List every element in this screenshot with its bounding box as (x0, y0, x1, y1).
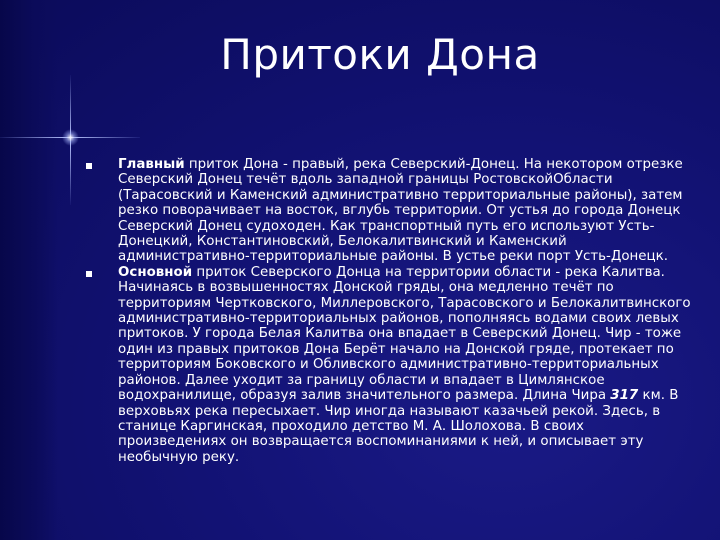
bullet-1-lead: Главный (118, 157, 185, 172)
square-bullet-icon (86, 271, 92, 277)
slide-title: Притоки Дона (220, 30, 540, 79)
square-bullet-icon (86, 163, 92, 169)
sparkle-icon (62, 129, 79, 146)
left-decor-band (0, 0, 58, 540)
chir-length-number: 317 (610, 388, 639, 404)
bullet-2-text-after: км. В верховьях река пересыхает. Чир иногда называют казачьей рекой. Здесь, в станице Каргинская, проходило детство М. А. Шолохова. В своих произведениях он возвращается воспоминаниями к ней, и описывает эту необычную реку. (118, 388, 679, 465)
bullet-item-2 (86, 265, 696, 465)
bullet-2-text-before: приток Северского Донца на территории области - река Калитва. Начинаясь в возвышенностях Донской гряды, она медленно течёт по территориям Чертковского, Миллеровского, Тарасовского и Белокалитвинского административно-территориальных районов, пополняясь водами своих левых притоков. У города Белая Калитва она впадает в Северский Донец. Чир - тоже один из правых притоков Дона Берёт начало на Донской гряде, протекает по территориям Боковского и Обливского административно-территориальных районов. Далее уходит за границу области и впадает в Цимлянское водохранилище, образуя залив значительного размера. Длина Чира (118, 264, 691, 404)
bullet-1-text: приток Дона - правый, река Северский-Донец. На некотором отрезке Северский Донец течёт вдоль западной границы РостовскойОбласти (Тарасовский и Каменский административно территориальные районы), затем резко поворачивает на восток, вглубь территории. От устья до города Донецк Северский Донец судоходен. Как транспортный путь его используют Усть-Донецкий, Константиновский, Белокалитвинский и Каменский административно-территориальные районы. В устье реки порт Усть-Донецк. (118, 157, 683, 265)
bullet-2-lead: Основной (118, 264, 193, 280)
slide-body (86, 157, 696, 465)
bullet-item-1 (86, 157, 696, 265)
